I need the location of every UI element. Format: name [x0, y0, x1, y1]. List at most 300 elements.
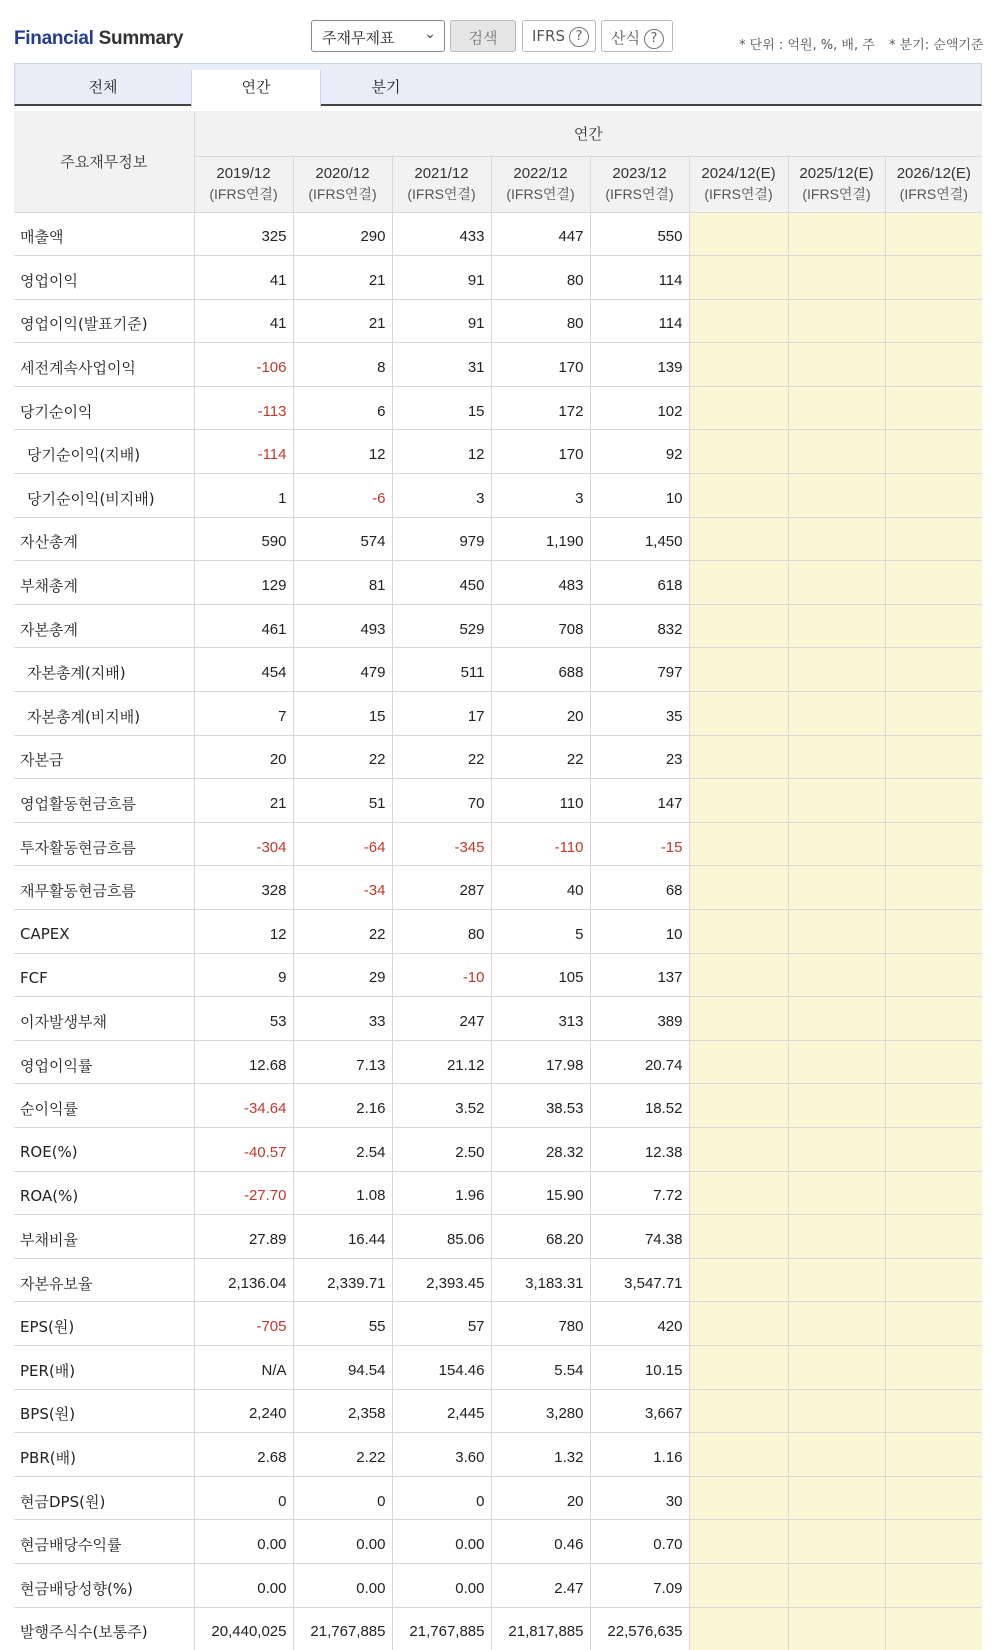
- value-cell: 2.22: [293, 1433, 392, 1477]
- value-cell: 0: [194, 1476, 293, 1520]
- value-cell: 7.13: [293, 1040, 392, 1084]
- period-basis: (IFRS연결): [899, 186, 968, 202]
- period-header: [885, 156, 982, 212]
- estimate-cell: [689, 1389, 788, 1433]
- value-cell: 102: [590, 386, 689, 430]
- value-cell: 529: [392, 604, 491, 648]
- period-label: 2021/12: [414, 165, 469, 182]
- estimate-cell: [788, 430, 885, 474]
- row-label: 당기순이익(지배): [14, 430, 194, 474]
- estimate-cell: [788, 1127, 885, 1171]
- table-row: [14, 997, 982, 1041]
- value-cell: 22: [293, 910, 392, 954]
- value-cell: 15: [293, 692, 392, 736]
- row-label: 부채총계: [14, 561, 194, 605]
- page-title: [14, 28, 183, 50]
- value-cell: -34.64: [194, 1084, 293, 1128]
- value-cell: 493: [293, 604, 392, 648]
- value-cell: 154.46: [392, 1345, 491, 1389]
- estimate-cell: [885, 1215, 982, 1259]
- estimate-cell: [885, 1258, 982, 1302]
- value-cell: 51: [293, 779, 392, 823]
- estimate-cell: [788, 1563, 885, 1607]
- estimate-cell: [885, 648, 982, 692]
- estimate-cell: [689, 430, 788, 474]
- estimate-cell: [689, 1563, 788, 1607]
- value-cell: 483: [491, 561, 590, 605]
- row-label: 영업활동현금흐름: [14, 779, 194, 823]
- row-label: ROE(%): [14, 1127, 194, 1171]
- estimate-cell: [689, 343, 788, 387]
- estimate-cell: [788, 953, 885, 997]
- value-cell: 35: [590, 692, 689, 736]
- value-cell: 3,280: [491, 1389, 590, 1433]
- table-row: [14, 1127, 982, 1171]
- estimate-cell: [885, 779, 982, 823]
- row-label: CAPEX: [14, 910, 194, 954]
- value-cell: -34: [293, 866, 392, 910]
- value-cell: 832: [590, 604, 689, 648]
- period-header: [491, 156, 590, 212]
- table-row: [14, 1215, 982, 1259]
- period-label: 2023/12: [612, 165, 667, 182]
- value-cell: 22,576,635: [590, 1607, 689, 1650]
- tab-annual[interactable]: 연간: [191, 70, 321, 106]
- estimate-cell: [689, 386, 788, 430]
- table-row: [14, 1476, 982, 1520]
- period-basis: (IFRS연결): [407, 186, 476, 202]
- table-row: [14, 604, 982, 648]
- period-basis: (IFRS연결): [605, 186, 674, 202]
- table-row: [14, 343, 982, 387]
- statement-type-select[interactable]: [311, 20, 445, 52]
- row-label: 현금배당성향(%): [14, 1563, 194, 1607]
- estimate-cell: [689, 1520, 788, 1564]
- value-cell: 16.44: [293, 1215, 392, 1259]
- estimate-cell: [689, 1476, 788, 1520]
- estimate-cell: [885, 866, 982, 910]
- tab-quarterly[interactable]: 분기: [371, 78, 401, 96]
- value-cell: 33: [293, 997, 392, 1041]
- table-row: [14, 386, 982, 430]
- estimate-cell: [885, 1433, 982, 1477]
- value-cell: 105: [491, 953, 590, 997]
- value-cell: -114: [194, 430, 293, 474]
- table-row: [14, 1258, 982, 1302]
- value-cell: 114: [590, 256, 689, 300]
- value-cell: 9: [194, 953, 293, 997]
- value-cell: 461: [194, 604, 293, 648]
- row-label: 당기순이익: [14, 386, 194, 430]
- value-cell: 20.74: [590, 1040, 689, 1084]
- estimate-cell: [885, 517, 982, 561]
- question-icon: ?: [644, 29, 664, 49]
- row-label: 매출액: [14, 212, 194, 256]
- estimate-cell: [788, 1258, 885, 1302]
- statement-type-value: 주재무제표: [322, 29, 395, 47]
- value-cell: 28.32: [491, 1127, 590, 1171]
- value-cell: -110: [491, 822, 590, 866]
- row-label: BPS(원): [14, 1389, 194, 1433]
- row-label: 영업이익: [14, 256, 194, 300]
- value-cell: 5: [491, 910, 590, 954]
- table-row: [14, 648, 982, 692]
- period-label: 2025/12(E): [799, 165, 874, 182]
- value-cell: 12.68: [194, 1040, 293, 1084]
- value-cell: 129: [194, 561, 293, 605]
- table-row: [14, 953, 982, 997]
- tab-all[interactable]: 전체: [88, 78, 118, 96]
- estimate-cell: [885, 1171, 982, 1215]
- value-cell: -15: [590, 822, 689, 866]
- estimate-cell: [689, 1607, 788, 1650]
- row-label: 순이익률: [14, 1084, 194, 1128]
- row-label: EPS(원): [14, 1302, 194, 1346]
- estimate-cell: [885, 256, 982, 300]
- value-cell: 1,450: [590, 517, 689, 561]
- value-cell: 21: [293, 299, 392, 343]
- value-cell: 92: [590, 430, 689, 474]
- estimate-cell: [885, 997, 982, 1041]
- value-cell: 10: [590, 910, 689, 954]
- period-tabs: [14, 63, 982, 106]
- value-cell: 1.16: [590, 1433, 689, 1477]
- value-cell: 17.98: [491, 1040, 590, 1084]
- value-cell: 0.46: [491, 1520, 590, 1564]
- ifrs-label: IFRS: [532, 27, 565, 45]
- value-cell: 68.20: [491, 1215, 590, 1259]
- value-cell: 21: [194, 779, 293, 823]
- table-row: [14, 1302, 982, 1346]
- estimate-cell: [788, 1215, 885, 1259]
- estimate-cell: [788, 1476, 885, 1520]
- estimate-cell: [689, 735, 788, 779]
- ifrs-help-button[interactable]: [522, 20, 596, 52]
- value-cell: 590: [194, 517, 293, 561]
- estimate-cell: [689, 299, 788, 343]
- row-label: 자본유보율: [14, 1258, 194, 1302]
- value-cell: 170: [491, 343, 590, 387]
- period-basis: (IFRS연결): [704, 186, 773, 202]
- table-row: [14, 1563, 982, 1607]
- row-label: PER(배): [14, 1345, 194, 1389]
- value-cell: -6: [293, 474, 392, 518]
- estimate-cell: [885, 430, 982, 474]
- value-cell: 0.00: [194, 1563, 293, 1607]
- estimate-cell: [885, 1520, 982, 1564]
- value-cell: 550: [590, 212, 689, 256]
- estimate-cell: [885, 1345, 982, 1389]
- estimate-cell: [788, 299, 885, 343]
- value-cell: 170: [491, 430, 590, 474]
- estimate-cell: [788, 1607, 885, 1650]
- value-cell: 20: [491, 692, 590, 736]
- estimate-cell: [689, 692, 788, 736]
- estimate-cell: [689, 212, 788, 256]
- value-cell: 3.52: [392, 1084, 491, 1128]
- period-label: 2026/12(E): [896, 165, 971, 182]
- estimate-cell: [689, 256, 788, 300]
- estimate-cell: [885, 386, 982, 430]
- row-label: 현금배당수익률: [14, 1520, 194, 1564]
- unit-note: * 단위 : 억원, %, 배, 주: [739, 38, 875, 53]
- estimate-cell: [689, 1171, 788, 1215]
- value-cell: 313: [491, 997, 590, 1041]
- value-cell: 15.90: [491, 1171, 590, 1215]
- estimate-cell: [689, 1215, 788, 1259]
- row-label: 재무활동현금흐름: [14, 866, 194, 910]
- estimate-cell: [788, 517, 885, 561]
- value-cell: 450: [392, 561, 491, 605]
- table-row: [14, 474, 982, 518]
- estimate-cell: [885, 1563, 982, 1607]
- estimate-cell: [788, 1520, 885, 1564]
- value-cell: 147: [590, 779, 689, 823]
- value-cell: 511: [392, 648, 491, 692]
- value-cell: 12: [293, 430, 392, 474]
- estimate-cell: [885, 604, 982, 648]
- value-cell: 618: [590, 561, 689, 605]
- estimate-cell: [885, 561, 982, 605]
- period-label: 2020/12: [315, 165, 370, 182]
- title-summary: Summary: [93, 28, 184, 49]
- value-cell: 3: [491, 474, 590, 518]
- estimate-cell: [788, 386, 885, 430]
- value-cell: 574: [293, 517, 392, 561]
- period-basis: (IFRS연결): [506, 186, 575, 202]
- value-cell: 31: [392, 343, 491, 387]
- estimate-cell: [788, 822, 885, 866]
- value-cell: 389: [590, 997, 689, 1041]
- table-row: [14, 212, 982, 256]
- value-cell: 3: [392, 474, 491, 518]
- value-cell: 55: [293, 1302, 392, 1346]
- value-cell: -106: [194, 343, 293, 387]
- value-cell: 70: [392, 779, 491, 823]
- value-cell: 27.89: [194, 1215, 293, 1259]
- value-cell: 85.06: [392, 1215, 491, 1259]
- estimate-cell: [788, 1433, 885, 1477]
- financial-summary-table: [14, 111, 982, 1650]
- estimate-cell: [885, 1127, 982, 1171]
- value-cell: 247: [392, 997, 491, 1041]
- row-label: 자본총계(비지배): [14, 692, 194, 736]
- row-label: 발행주식수(보통주): [14, 1607, 194, 1650]
- table-row: [14, 1345, 982, 1389]
- table-row: [14, 1389, 982, 1433]
- value-cell: 8: [293, 343, 392, 387]
- period-header: [788, 156, 885, 212]
- value-cell: 22: [392, 735, 491, 779]
- estimate-cell: [885, 1302, 982, 1346]
- value-cell: 172: [491, 386, 590, 430]
- table-row: [14, 1607, 982, 1650]
- value-cell: 12: [194, 910, 293, 954]
- value-cell: 23: [590, 735, 689, 779]
- row-label: 영업이익률: [14, 1040, 194, 1084]
- value-cell: 688: [491, 648, 590, 692]
- row-label: ROA(%): [14, 1171, 194, 1215]
- value-cell: 2,240: [194, 1389, 293, 1433]
- estimate-cell: [885, 1040, 982, 1084]
- value-cell: 12.38: [590, 1127, 689, 1171]
- estimate-cell: [689, 474, 788, 518]
- value-cell: 433: [392, 212, 491, 256]
- value-cell: 2,136.04: [194, 1258, 293, 1302]
- period-label: 2019/12: [216, 165, 271, 182]
- value-cell: 0.00: [392, 1563, 491, 1607]
- value-cell: 287: [392, 866, 491, 910]
- estimate-cell: [885, 299, 982, 343]
- value-cell: 0: [392, 1476, 491, 1520]
- value-cell: 21,767,885: [392, 1607, 491, 1650]
- value-cell: 80: [491, 256, 590, 300]
- period-label: 2022/12: [513, 165, 568, 182]
- estimate-cell: [885, 474, 982, 518]
- title-financial: Financial: [14, 28, 94, 49]
- value-cell: 447: [491, 212, 590, 256]
- value-cell: 94.54: [293, 1345, 392, 1389]
- value-cell: 5.54: [491, 1345, 590, 1389]
- value-cell: 139: [590, 343, 689, 387]
- estimate-cell: [788, 1302, 885, 1346]
- table-row: [14, 561, 982, 605]
- row-label: 현금DPS(원): [14, 1476, 194, 1520]
- value-cell: 20: [194, 735, 293, 779]
- value-cell: 1,190: [491, 517, 590, 561]
- table-row: [14, 779, 982, 823]
- search-button[interactable]: 검색: [450, 20, 516, 52]
- estimate-cell: [689, 1258, 788, 1302]
- table-row: [14, 299, 982, 343]
- value-cell: 10.15: [590, 1345, 689, 1389]
- formula-label: 산식: [611, 29, 640, 47]
- estimate-cell: [689, 648, 788, 692]
- estimate-cell: [689, 953, 788, 997]
- table-row: [14, 866, 982, 910]
- estimate-cell: [885, 1389, 982, 1433]
- value-cell: -304: [194, 822, 293, 866]
- value-cell: 2,339.71: [293, 1258, 392, 1302]
- estimate-cell: [689, 561, 788, 605]
- value-cell: 2,445: [392, 1389, 491, 1433]
- quarter-note: * 분기: 순액기준: [889, 38, 984, 53]
- value-cell: 3,547.71: [590, 1258, 689, 1302]
- value-cell: 979: [392, 517, 491, 561]
- value-cell: -345: [392, 822, 491, 866]
- value-cell: 18.52: [590, 1084, 689, 1128]
- estimate-cell: [788, 1040, 885, 1084]
- value-cell: 290: [293, 212, 392, 256]
- value-cell: 15: [392, 386, 491, 430]
- value-cell: 797: [590, 648, 689, 692]
- value-cell: 20: [491, 1476, 590, 1520]
- estimate-cell: [788, 1389, 885, 1433]
- value-cell: 91: [392, 299, 491, 343]
- value-cell: 0.70: [590, 1520, 689, 1564]
- row-label: 자본총계(지배): [14, 648, 194, 692]
- estimate-cell: [788, 1084, 885, 1128]
- value-cell: 110: [491, 779, 590, 823]
- estimate-cell: [689, 779, 788, 823]
- value-cell: 10: [590, 474, 689, 518]
- value-cell: 22: [293, 735, 392, 779]
- estimate-cell: [788, 474, 885, 518]
- estimate-cell: [689, 1084, 788, 1128]
- estimate-cell: [689, 1302, 788, 1346]
- value-cell: 3,183.31: [491, 1258, 590, 1302]
- value-cell: -113: [194, 386, 293, 430]
- value-cell: 479: [293, 648, 392, 692]
- value-cell: 7: [194, 692, 293, 736]
- value-cell: 3.60: [392, 1433, 491, 1477]
- formula-help-button[interactable]: [601, 20, 673, 52]
- table-row: [14, 517, 982, 561]
- estimate-cell: [788, 779, 885, 823]
- value-cell: 17: [392, 692, 491, 736]
- estimate-cell: [885, 822, 982, 866]
- value-cell: 20,440,025: [194, 1607, 293, 1650]
- value-cell: 2.16: [293, 1084, 392, 1128]
- value-cell: 80: [491, 299, 590, 343]
- estimate-cell: [788, 692, 885, 736]
- value-cell: 2.54: [293, 1127, 392, 1171]
- row-label: 영업이익(발표기준): [14, 299, 194, 343]
- estimate-cell: [689, 910, 788, 954]
- table-row: [14, 1084, 982, 1128]
- value-cell: N/A: [194, 1345, 293, 1389]
- estimate-cell: [788, 1171, 885, 1215]
- row-label: 자산총계: [14, 517, 194, 561]
- value-cell: 1.32: [491, 1433, 590, 1477]
- estimate-cell: [885, 953, 982, 997]
- estimate-cell: [788, 910, 885, 954]
- value-cell: 454: [194, 648, 293, 692]
- period-header: [392, 156, 491, 212]
- value-cell: 2,358: [293, 1389, 392, 1433]
- table-row: [14, 692, 982, 736]
- estimate-cell: [885, 692, 982, 736]
- value-cell: 68: [590, 866, 689, 910]
- value-cell: 1.96: [392, 1171, 491, 1215]
- value-cell: 780: [491, 1302, 590, 1346]
- value-cell: 0.00: [392, 1520, 491, 1564]
- row-label: 세전계속사업이익: [14, 343, 194, 387]
- value-cell: -27.70: [194, 1171, 293, 1215]
- table-row: [14, 735, 982, 779]
- estimate-cell: [689, 1127, 788, 1171]
- row-label: FCF: [14, 953, 194, 997]
- row-label: 투자활동현금흐름: [14, 822, 194, 866]
- period-header: [590, 156, 689, 212]
- value-cell: 38.53: [491, 1084, 590, 1128]
- period-header: [293, 156, 392, 212]
- value-cell: -10: [392, 953, 491, 997]
- table-row: [14, 1520, 982, 1564]
- value-cell: 1: [194, 474, 293, 518]
- value-cell: 41: [194, 256, 293, 300]
- row-label: PBR(배): [14, 1433, 194, 1477]
- estimate-cell: [689, 1345, 788, 1389]
- value-cell: 3,667: [590, 1389, 689, 1433]
- estimate-cell: [689, 604, 788, 648]
- value-cell: 328: [194, 866, 293, 910]
- value-cell: 81: [293, 561, 392, 605]
- value-cell: -40.57: [194, 1127, 293, 1171]
- value-cell: 22: [491, 735, 590, 779]
- value-cell: 7.09: [590, 1563, 689, 1607]
- estimate-cell: [885, 735, 982, 779]
